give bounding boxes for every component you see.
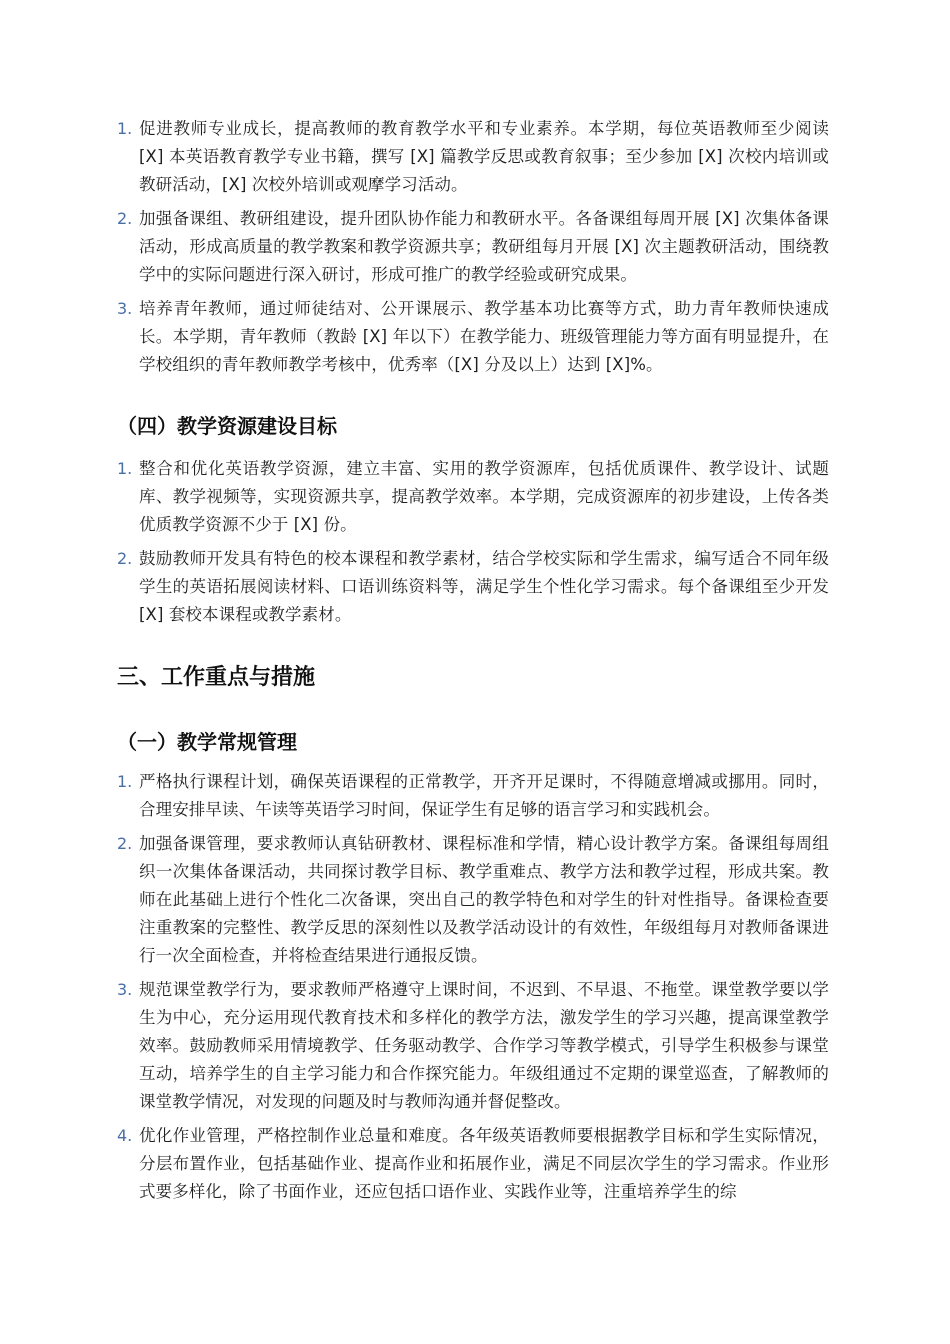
list-number: 1.: [117, 119, 133, 138]
list-item: [117, 205, 829, 289]
list-number: 4.: [117, 1126, 133, 1145]
routine-list: [117, 768, 829, 1206]
list-number: 2.: [117, 549, 133, 568]
list-item: [117, 1122, 829, 1206]
list-number: 2.: [117, 834, 133, 853]
list-text: 加强备课组、教研组建设，提升团队协作能力和教研水平。各备课组每周开展 [X] 次集体备课活动，形成高质量的教学教案和教学资源共享；教研组每月开展 [X] 次主题教研活动，围绕教学中的实际问题进行深入研讨，形成可推广的教学经验或研究成果。: [139, 209, 829, 284]
list-text: 优化作业管理，严格控制作业总量和难度。各年级英语教师要根据教学目标和学生实际情况，分层布置作业，包括基础作业、提高作业和拓展作业，满足不同层次学生的学习需求。作业形式要多样化，除了书面作业，还应包括口语作业、实践作业等，注重培养学生的综: [139, 1126, 829, 1201]
list-number: 3.: [117, 299, 133, 318]
list-text: 整合和优化英语教学资源，建立丰富、实用的教学资源库，包括优质课件、教学设计、试题库、教学视频等，实现资源共享，提高教学效率。本学期，完成资源库的初步建设，上传各类优质教学资源不少于 [X] 份。: [139, 459, 829, 534]
list-number: 1.: [117, 772, 133, 791]
list-number: 3.: [117, 980, 133, 999]
section-heading-resources: （四）教学资源建设目标: [117, 414, 337, 438]
teacher-goals-list: [117, 115, 829, 379]
list-item: [117, 545, 829, 629]
list-item: [117, 115, 829, 199]
list-item: [117, 295, 829, 379]
resources-list: [117, 455, 829, 629]
list-number: 2.: [117, 209, 133, 228]
list-text: 培养青年教师，通过师徒结对、公开课展示、教学基本功比赛等方式，助力青年教师快速成长。本学期，青年教师（教龄 [X] 年以下）在教学能力、班级管理能力等方面有明显提升，在学校组织的青年教师教学考核中，优秀率（[X] 分及以上）达到 [X]%。: [139, 299, 829, 374]
list-item: [117, 768, 829, 824]
list-text: 严格执行课程计划，确保英语课程的正常教学，开齐开足课时，不得随意增减或挪用。同时，合理安排早读、午读等英语学习时间，保证学生有足够的语言学习和实践机会。: [139, 772, 829, 819]
list-item: [117, 976, 829, 1116]
chapter-heading: 三、工作重点与措施: [117, 665, 316, 690]
list-item: [117, 455, 829, 539]
list-text: 促进教师专业成长，提高教师的教育教学水平和专业素养。本学期，每位英语教师至少阅读 [X] 本英语教育教学专业书籍，撰写 [X] 篇教学反思或教育叙事；至少参加 [X] 次校内培训或教研活动，[X] 次校外培训或观摩学习活动。: [139, 119, 829, 194]
list-text: 加强备课管理，要求教师认真钻研教材、课程标准和学情，精心设计教学方案。备课组每周组织一次集体备课活动，共同探讨教学目标、教学重难点、教学方法和教学过程，形成共案。教师在此基础上进行个性化二次备课，突出自己的教学特色和对学生的针对性指导。备课检查要注重教案的完整性、教学反思的深刻性以及教学活动设计的有效性，年级组每月对教师备课进行一次全面检查，并将检查结果进行通报反馈。: [139, 834, 829, 965]
list-text: 规范课堂教学行为，要求教师严格遵守上课时间，不迟到、不早退、不拖堂。课堂教学要以学生为中心，充分运用现代教育技术和多样化的教学方法，激发学生的学习兴趣，提高课堂教学效率。鼓励教师采用情境教学、任务驱动教学、合作学习等教学模式，引导学生积极参与课堂互动，培养学生的自主学习能力和合作探究能力。年级组通过不定期的课堂巡查，了解教师的课堂教学情况，对发现的问题及时与教师沟通并督促整改。: [139, 980, 829, 1111]
list-item: [117, 830, 829, 970]
list-text: 鼓励教师开发具有特色的校本课程和教学素材，结合学校实际和学生需求，编写适合不同年级学生的英语拓展阅读材料、口语训练资料等，满足学生个性化学习需求。每个备课组至少开发 [X] 套校本课程或教学素材。: [139, 549, 829, 624]
list-number: 1.: [117, 459, 133, 478]
section-heading-routine: （一）教学常规管理: [117, 730, 297, 754]
